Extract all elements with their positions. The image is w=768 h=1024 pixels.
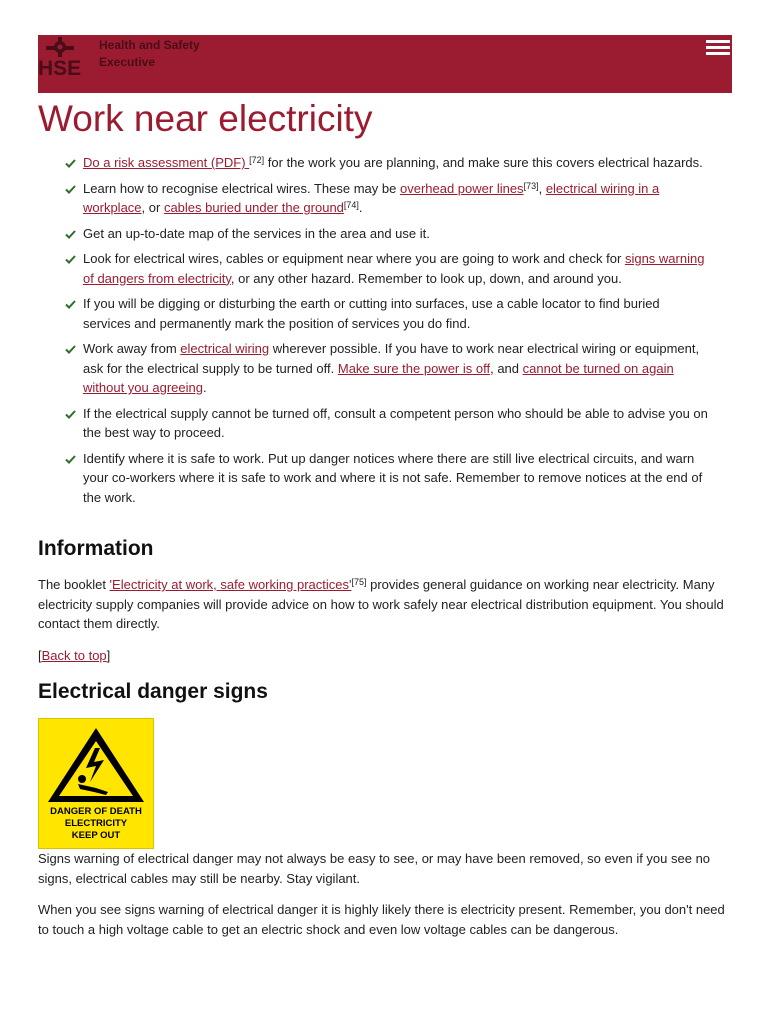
list-item: Work away from electrical wiring wherever possible. If you have to work near electrical wiring or equipment, ask for the electrical supply to be turned off. Make sure the power is off, and cannot be turned on again without you agreeing. [38,339,710,398]
checklist [38,153,710,507]
site-header [38,35,732,93]
check-icon [65,255,76,264]
check-icon [65,345,76,354]
danger-signs-paragraph-1: Signs warning of electrical danger may not always be easy to see, or may have been removed, so even if you see no signs, electrical cables may still be nearby. Stay vigilant. [38,851,711,886]
power-off-link[interactable]: Make sure the power is off [337,360,491,376]
check-icon [65,159,76,168]
sign-text: DANGER OF DEATH ELECTRICITY KEEP OUT [50,806,142,841]
danger-sign-image [38,718,154,849]
cannot-be-turned-on-link[interactable]: cannot be turned on again without you agreeing [83,360,674,395]
back-to-top: [Back to top] [38,648,111,663]
list-item: Look for electrical wires, cables or equipment near where you are going to work and check for signs warning of dangers from electricity, or any other hazard. Remember to look up, down, and around you. [38,249,710,288]
electrical-wiring-link[interactable]: electrical wiring [180,341,270,356]
check-icon [65,410,76,419]
hamburger-menu-icon[interactable] [706,38,730,58]
reference: [73] [523,180,539,191]
reference: [72] [249,155,265,165]
reference: [75] [351,577,367,587]
booklet-link[interactable]: 'Electricity at work, safe working practices' [109,577,352,592]
list-item: Get an up-to-date map of the services in the area and use it. [38,224,710,244]
list-item: If you will be digging or disturbing the earth or cutting into surfaces, use a cable locator to find buried services and permanently mark the position of services you do find. [38,294,710,333]
buried-cables-link[interactable]: cables buried under the ground [163,200,344,215]
risk-assessment-link[interactable]: Do a risk assessment (PDF) [83,155,250,170]
information-paragraph: The booklet 'Electricity at work, safe working practices'[75] provides general guidance on working near electricity. Many electricity supply companies will provide advice on how to work safely near electrical distribution equipment. You should contact them directly. [38,577,724,631]
check-icon [65,230,76,239]
list-item: Identify where it is safe to work. Put up danger notices where there are still live electrical circuits, and warn your co-workers where it is safe to work and where it is not safe. Remember to remove notices at the end of the work. [38,449,710,508]
danger-signs-link[interactable]: signs warning of dangers from electricity [83,251,705,286]
list-item: If the electrical supply cannot be turned off, consult a competent person who should be able to advise you on the best way to proceed. [38,404,710,443]
logo-text: HSE [38,57,82,80]
check-icon [65,300,76,309]
list-item: Do a risk assessment (PDF) [72] for the work you are planning, and make sure this covers electrical hazards. [38,153,710,173]
page-title: Work near electricity [38,98,373,139]
information-heading: Information [38,537,154,560]
back-to-top-link[interactable]: Back to top [41,648,107,663]
check-icon [65,185,76,194]
organisation-name [99,37,239,71]
org-line-1: Health and Safety [99,38,200,52]
org-line-2: Executive [99,55,156,69]
list-item: Learn how to recognise electrical wires. These may be overhead power lines[73], electrical wiring in a workplace, or cables buried under the ground[74]. [38,179,710,218]
electrical-wiring-workplace-link[interactable]: electrical wiring in a workplace [83,180,660,215]
danger-signs-heading: Electrical danger signs [38,680,268,703]
danger-signs-paragraph-2: When you see signs warning of electrical danger it is highly likely there is electricity present. Remember, you don't need to touch a high voltage cable to get an electric shock and even low voltage cables can be dangerous. [38,902,725,937]
hse-logo[interactable] [38,35,86,81]
reference: [74] [343,200,359,210]
overhead-power-lines-link[interactable]: overhead power lines [399,180,524,196]
check-icon [65,455,76,464]
